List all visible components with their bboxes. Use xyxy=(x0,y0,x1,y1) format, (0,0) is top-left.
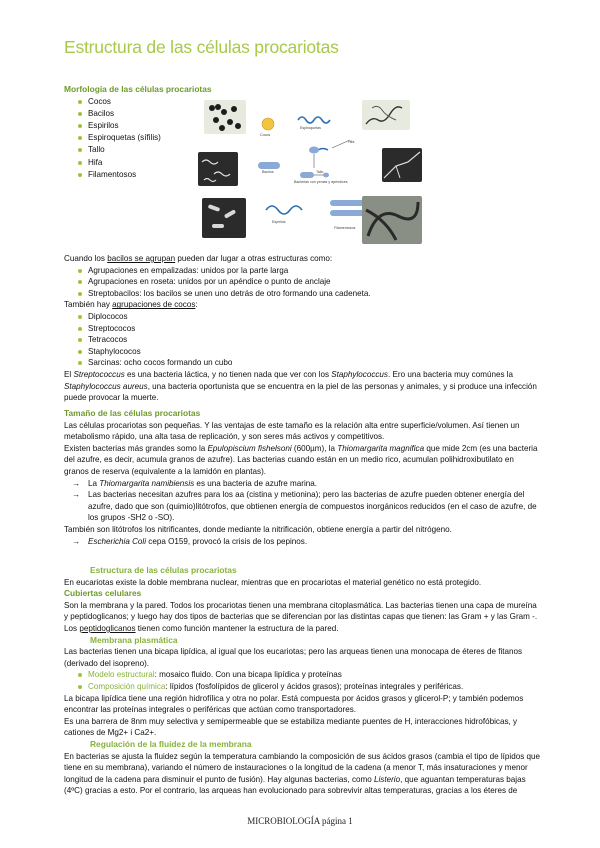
list-item: Espirilos xyxy=(78,120,574,132)
membrana-heading: Membrana plasmática xyxy=(90,634,178,645)
tamano-section xyxy=(64,408,574,547)
text-span: es una bacteria láctica, y no tienen nada que ver con los xyxy=(124,369,332,379)
paragraph-line: La bicapa lipídica tiene una región hidrofílica y otra no polar. Está compuesta por ácidos grasos y glicerol-P; y también podemos xyxy=(64,693,524,703)
estructura-section xyxy=(64,565,574,797)
text-span: , una bacteria oportunista que se encuentra en la piel de las personas y animales, y si produce una infección xyxy=(147,381,537,391)
paragraph-line: (4ºC) gracias a esto. Por el contrario, las arqueas han evolucionado para sobrevivir altas temperaturas, gracias a los éteres de xyxy=(64,786,518,796)
text-span: Streptococcus xyxy=(73,369,125,379)
text-span: Existen bacterias más grandes somo la xyxy=(64,443,208,453)
paragraph-line: Es una barrera de 8nm muy selectiva y semipermeable que se estabiliza mediante puentes de H, interacciones hidrofóbicas, y xyxy=(64,716,518,726)
text-span: Cuando los xyxy=(64,254,108,263)
label-espirilos: Espirilos xyxy=(272,220,286,224)
text-span: Modelo estructural xyxy=(88,670,155,680)
list-item: Bacilos xyxy=(78,108,574,120)
label-cocos: Cocos xyxy=(260,133,271,137)
paragraph-line: tiene en su membrana), variando el número de instauraciones o la longitud de la cadena (a menor T, más insaturaciones y menor xyxy=(64,763,528,773)
list-item: Espiroquetas (sífilis) xyxy=(78,132,574,144)
paragraph-line xyxy=(64,381,574,393)
paragraph-line: Las bacterias tienen una bicapa lipídica, al igual que los eucariotas; pero las arqueas tienen una monocapa de éteres de fitanos xyxy=(64,647,523,657)
paragraph-line: Son la membrana y la pared. Todos los procariotas tienen una membrana citoplasmática. Las bacterias tienen una capa de mureína xyxy=(64,600,537,610)
paragraph-line: puede provocar la muerte. xyxy=(64,393,159,403)
paragraph-line: encontrar las proteínas integrales o periféricas que actúan como transportadores. xyxy=(64,705,356,715)
label-filamentosos: Filamentosos xyxy=(334,226,356,230)
paragraph-line xyxy=(64,774,574,786)
list-item: Tetracocos xyxy=(78,334,574,346)
text-span: El xyxy=(64,369,74,379)
paragraph-line: los grupos -SH2 o -SO). xyxy=(88,513,175,523)
text-span: Escherichia Coli xyxy=(88,536,147,546)
text-span: : lípidos (fosfolípidos de glicerol y ácidos grasos); proteínas integrales y periféricas. xyxy=(165,681,464,691)
filamentosos-photo xyxy=(362,196,422,244)
agrupaciones-intro xyxy=(64,253,574,265)
text-span: , que aguantan temperaturas bajas xyxy=(400,774,526,784)
cocos-intro xyxy=(64,299,574,311)
cocos-photo xyxy=(204,100,246,134)
list-item: Agrupaciones en empalizadas: unidos por la parte larga xyxy=(78,265,574,277)
text-span: pueden dar lugar a otras estructuras como: xyxy=(175,254,333,263)
page-footer: MICROBIOLOGÍA página 1 xyxy=(247,816,353,826)
regulacion-heading: Regulación de la fluidez de la membrana xyxy=(90,738,252,749)
arrow-icon: → xyxy=(72,490,81,500)
estructura-heading: Estructura de las células procariotas xyxy=(90,565,237,575)
text-span: Listerio xyxy=(374,774,401,784)
paragraph-line: granos de reserva (equivalente a la lamidón en plantas). xyxy=(64,466,267,476)
page-title: Estructura de las células procariotas xyxy=(64,37,339,57)
espiroquetas-photo xyxy=(362,100,410,130)
paragraph-line: En bacterias se ajusta la fluidez según la temperatura cambiando la composición de sus ácidos grasos (cambia el tipo de lípidos que xyxy=(64,751,541,761)
arrow-item xyxy=(64,489,574,524)
text-span: (600µm), la xyxy=(291,443,338,453)
text-span: : mosaico fluido. Con una bicapa lipídica y proteínas xyxy=(154,670,342,680)
text-span: que mide 2cm (es una bacteria xyxy=(424,443,538,453)
paragraph-line: En eucariotas existe la doble membrana nuclear, mientras que en procariotas el material genético no está protegido. xyxy=(64,577,482,587)
paragraph-line: También son litótrofos los nitrificantes, donde mediante la nitrificación, obtiene energía a partir del nitrógeno. xyxy=(64,524,452,534)
arrow-item xyxy=(64,478,574,490)
membrana-list xyxy=(64,669,574,692)
text-span: tienen como función mantener la estructura de la pared. xyxy=(135,623,339,633)
bacilos-list xyxy=(64,265,574,300)
text-span: agrupaciones de cocos xyxy=(112,300,196,310)
paragraph-line: y peptidoglicanos; y luego hay dos tipos de bacterias que se diferencian por las distintas capas que tienen: las Gram + y las Gram -. xyxy=(64,612,538,622)
list-item: Cocos xyxy=(78,96,574,108)
tamano-heading: Tamaño de las células procariotas xyxy=(64,408,201,418)
morfologia-heading: Morfología de las células procariotas xyxy=(64,84,212,94)
paragraph-line xyxy=(64,623,574,635)
text-span: Staphylococcus aureus xyxy=(64,381,148,391)
paragraph-line: Las bacterias necesitan azufres para los aa (cistina y metionina); pero las bacterias de azufre pueden obtener energía del xyxy=(88,490,525,500)
agrupaciones-section xyxy=(64,253,574,404)
text-span: Thiomargarita namibiensis xyxy=(99,478,195,488)
paragraph-line: azufre, dado que son (quimio)litótrofos, que obtienen energía de compuestos inorgánicos reducidos (en el caso de azufre, de xyxy=(88,501,537,511)
list-item: Filamentosos xyxy=(78,169,574,181)
text-span: longitud de la cadena para disminuir el punto de fusión). Hay algunas bacterias, como xyxy=(64,774,374,784)
cubiertas-heading: Cubiertas celulares xyxy=(64,588,142,599)
paragraph-line: (derivado del isopreno). xyxy=(64,658,150,668)
list-item xyxy=(78,681,574,693)
text-span: cepa O159, provocó la crisis de los pepinos. xyxy=(146,536,308,546)
paragraph-line: cationes de Mg2+ i Ca2+. xyxy=(64,728,157,738)
label-yemas: Bacterias con yemas y apéndices xyxy=(294,180,348,184)
morphology-diagram-lower xyxy=(256,192,376,236)
paragraph-line: Las células procariotas son pequeñas. Y las ventajas de este tamaño es la relación alta entre superficie/volumen. Así tienen un xyxy=(64,420,520,430)
list-item: Tallo xyxy=(78,144,574,156)
text-span: . Ero una bacteria muy comúnes la xyxy=(387,369,514,379)
list-item: Diplococos xyxy=(78,311,574,323)
list-item xyxy=(78,669,574,681)
text-span: bacilos se agrupan xyxy=(107,254,176,263)
text-span: peptidoglicanos xyxy=(79,623,136,633)
list-item: Sarcinas: ocho cocos formando un cubo xyxy=(78,357,574,369)
bacilos-photo xyxy=(202,198,246,238)
arrow-icon: → xyxy=(72,536,81,546)
list-item: Streptococos xyxy=(78,323,574,335)
paragraph-line xyxy=(64,443,574,455)
label-espiroquetas: Espiroquetas xyxy=(300,126,321,130)
list-item: Hifa xyxy=(78,157,574,169)
text-span: La xyxy=(88,478,100,488)
paragraph-line: del azufre, es decir, acumula granos de azufre). Las bacterias cuando están en un medio rico, acumulan polihidroxibutilato en xyxy=(64,455,514,465)
text-span: es una bacteria de azufre marina. xyxy=(194,478,318,488)
list-item: Agrupaciones en roseta: unidos por un apéndice o punto de anclaje xyxy=(78,276,574,288)
paragraph-line xyxy=(64,369,574,381)
label-bacilos: Bacilos xyxy=(262,170,274,174)
text-span: : xyxy=(195,300,198,310)
text-span: Staphylococcus xyxy=(331,369,388,379)
text-span: Los xyxy=(64,623,80,633)
list-item: Streptobacilos: los bacilos se unen uno detrás de otro formando una cadeneta. xyxy=(78,288,574,300)
label-hifa: Hifa xyxy=(348,140,355,144)
arrow-icon: → xyxy=(72,478,81,488)
text-span: Thiomargarita magnifica xyxy=(337,443,425,453)
arrow-item xyxy=(64,536,574,548)
hifa-photo xyxy=(382,148,422,182)
cocos-list xyxy=(64,311,574,369)
bacteria-morphology-figure xyxy=(196,100,424,248)
text-span: Epulopiscium fishelsoni xyxy=(207,443,292,453)
list-item: Staphylococos xyxy=(78,346,574,358)
label-tallo: Tallo xyxy=(316,170,324,174)
espirilos-photo xyxy=(198,152,238,186)
text-span: Composición química xyxy=(88,681,166,691)
text-span: También hay xyxy=(64,300,113,310)
paragraph-line: metabolismo rápido, una alta tasa de replicación, y son seres más activos y competitivos. xyxy=(64,432,385,442)
